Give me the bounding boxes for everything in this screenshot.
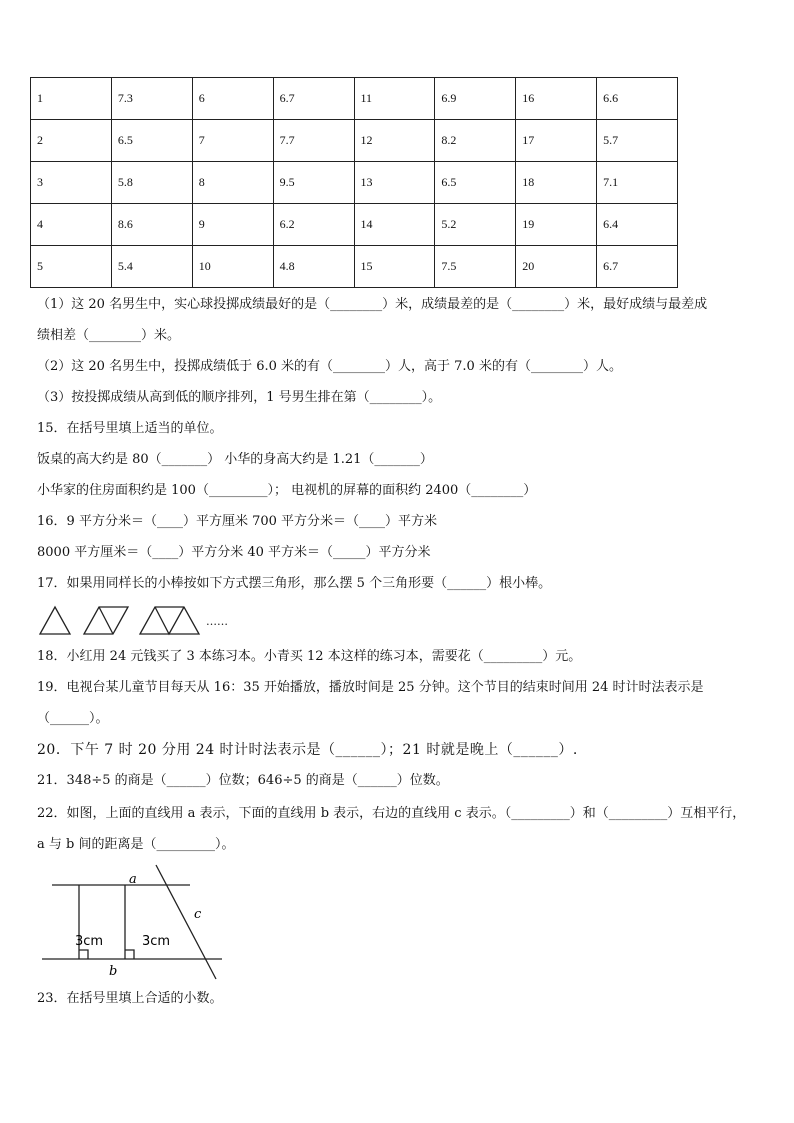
- label-b: b: [109, 964, 118, 979]
- length-label-2: 3cm: [142, 934, 171, 949]
- q14-part3: （3）按投掷成绩从高到低的顺序排列，1 号男生排在第（________）。: [37, 390, 442, 405]
- score-cell: 7.7: [273, 120, 354, 162]
- q14-part2: （2）这 20 名男生中，投掷成绩低于 6.0 米的有（________）人，高于 7.0 米的有（________）人。: [37, 359, 622, 374]
- student-number-cell: 19: [516, 204, 597, 246]
- score-cell: 8.6: [111, 204, 192, 246]
- score-cell: 5.2: [435, 204, 516, 246]
- student-number-cell: 9: [192, 204, 273, 246]
- triangle-three: [140, 607, 199, 634]
- student-number-cell: 13: [354, 162, 435, 204]
- right-angle-mark-1: [79, 950, 88, 959]
- q16-line1: 16．9 平方分米＝（____）平方厘米 700 平方分米＝（____）平方米: [37, 514, 438, 529]
- q14-part1-line1: （1）这 20 名男生中，实心球投掷成绩最好的是（________）米，成绩最差的是（________）米，最好成绩与最差成: [37, 297, 708, 312]
- score-cell: 8.2: [435, 120, 516, 162]
- length-label-1: 3cm: [75, 934, 104, 949]
- student-number-cell: 4: [31, 204, 112, 246]
- label-a: a: [129, 872, 137, 887]
- q19-line2: （______）。: [37, 711, 109, 726]
- score-cell: 5.4: [111, 246, 192, 288]
- q23-text: 23．在括号里填上合适的小数。: [37, 991, 223, 1006]
- q16-line2: 8000 平方厘米＝（____）平方分米 40 平方米＝（_____）平方分米: [37, 545, 431, 560]
- q21-text: 21．348÷5 的商是（______）位数；646÷5 的商是（______）位数。: [37, 773, 449, 788]
- q18-text: 18．小红用 24 元钱买了 3 本练习本。小青买 12 本这样的练习本，需要花（_________）元。: [37, 649, 582, 664]
- q17-ellipsis: ……: [206, 615, 228, 628]
- q22-line2: a 与 b 间的距离是（_________）。: [37, 837, 235, 852]
- score-cell: 6.9: [435, 78, 516, 120]
- score-cell: 6.2: [273, 204, 354, 246]
- student-number-cell: 12: [354, 120, 435, 162]
- table-row: [31, 162, 678, 204]
- student-number-cell: 11: [354, 78, 435, 120]
- q17-text: 17．如果用同样长的小棒按如下方式摆三角形，那么摆 5 个三角形要（______）根小棒。: [37, 576, 552, 591]
- student-number-cell: 5: [31, 246, 112, 288]
- student-number-cell: 15: [354, 246, 435, 288]
- score-cell: 6.5: [111, 120, 192, 162]
- score-cell: 6.5: [435, 162, 516, 204]
- right-angle-mark-2: [125, 950, 134, 959]
- score-cell: 7.3: [111, 78, 192, 120]
- table-row: [31, 246, 678, 288]
- student-number-cell: 14: [354, 204, 435, 246]
- score-cell: 9.5: [273, 162, 354, 204]
- score-cell: 6.6: [597, 78, 678, 120]
- parallel-lines-figure: [38, 862, 228, 984]
- student-number-cell: 8: [192, 162, 273, 204]
- triangle-two: [84, 607, 128, 634]
- table-row: [31, 204, 678, 246]
- score-table: [30, 77, 678, 288]
- score-cell: 7.5: [435, 246, 516, 288]
- score-cell: 6.4: [597, 204, 678, 246]
- table-row: [31, 120, 678, 162]
- score-cell: 5.7: [597, 120, 678, 162]
- label-c: c: [194, 907, 202, 922]
- score-cell: 7.1: [597, 162, 678, 204]
- student-number-cell: 7: [192, 120, 273, 162]
- student-number-cell: 16: [516, 78, 597, 120]
- score-cell: 6.7: [273, 78, 354, 120]
- student-number-cell: 18: [516, 162, 597, 204]
- q14-part1-line2: 绩相差（________）米。: [37, 328, 181, 343]
- triangle-one: [40, 607, 70, 634]
- student-number-cell: 10: [192, 246, 273, 288]
- q15-line1: 饭桌的高大约是 80（_______） 小华的身高大约是 1.21（_______）: [37, 452, 433, 467]
- score-cell: 4.8: [273, 246, 354, 288]
- q15-title: 15．在括号里填上适当的单位。: [37, 421, 223, 436]
- student-number-cell: 6: [192, 78, 273, 120]
- student-number-cell: 3: [31, 162, 112, 204]
- student-number-cell: 1: [31, 78, 112, 120]
- student-number-cell: 20: [516, 246, 597, 288]
- score-cell: 6.7: [597, 246, 678, 288]
- student-number-cell: 2: [31, 120, 112, 162]
- line-c: [156, 865, 216, 979]
- q15-line2: 小华家的住房面积约是 100（_________）； 电视机的屏幕的面积约 2400（________）: [37, 483, 537, 498]
- student-number-cell: 17: [516, 120, 597, 162]
- score-cell: 5.8: [111, 162, 192, 204]
- q22-line1: 22．如图，上面的直线用 a 表示，下面的直线用 b 表示，右边的直线用 c 表示。（_________）和（_________）互相平行，: [37, 806, 746, 821]
- table-row: [31, 78, 678, 120]
- q20-text: 20．下午 7 时 20 分用 24 时计时法表示是（______）；21 时就是晚上（______）.: [37, 742, 578, 758]
- q19-line1: 19．电视台某儿童节目每天从 16：35 开始播放，播放时间是 25 分钟。这个节目的结束时间用 24 时计时法表示是: [37, 680, 704, 695]
